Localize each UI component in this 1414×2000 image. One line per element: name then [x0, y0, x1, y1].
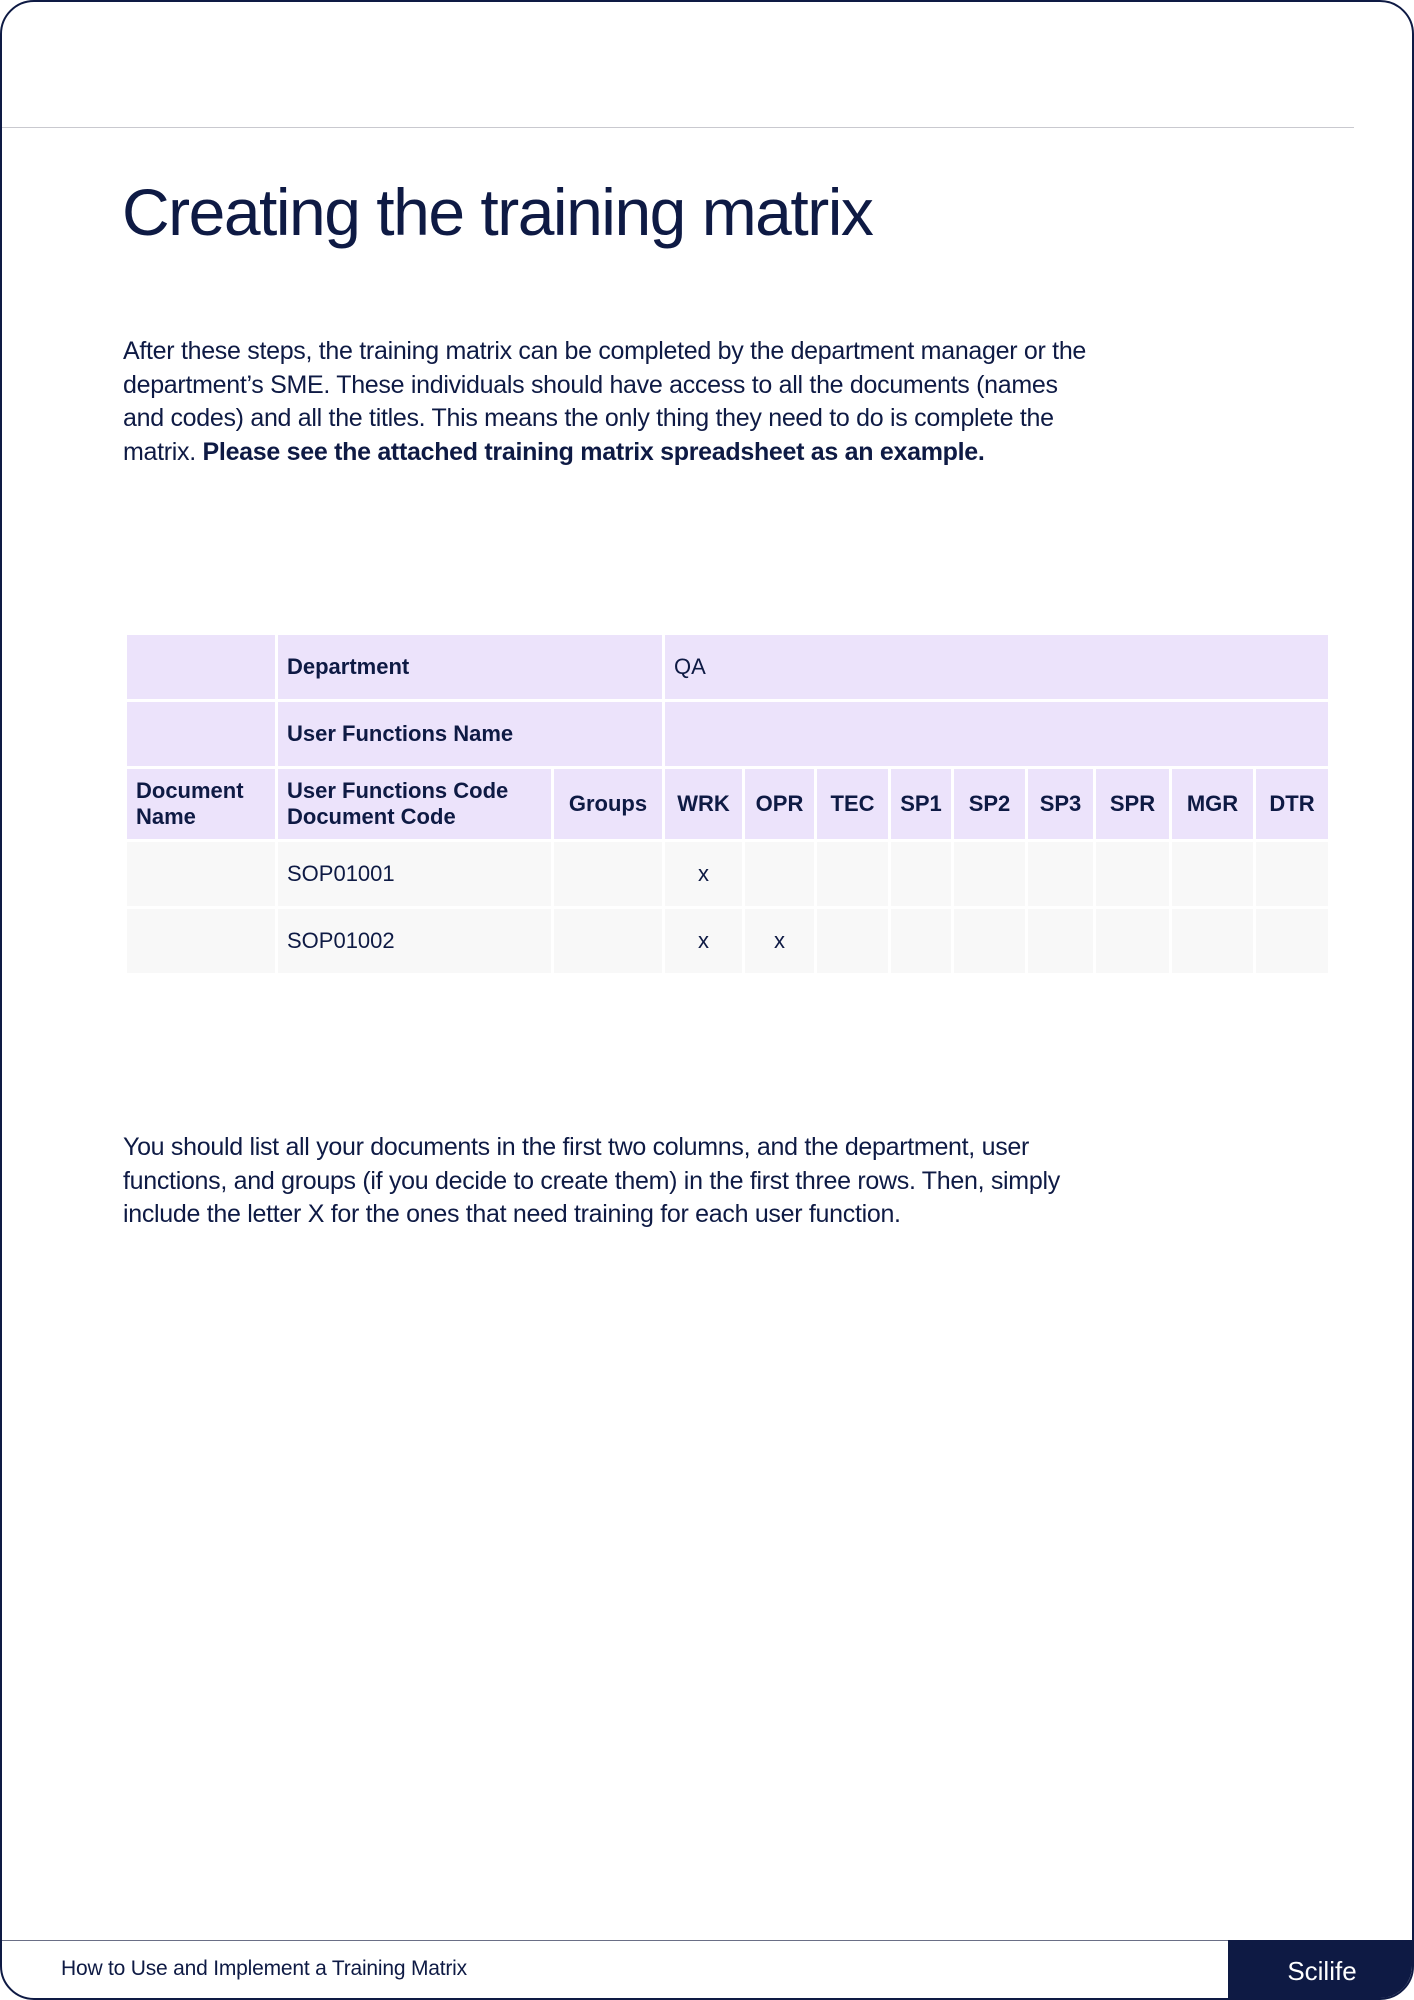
document-name-header: Document Name — [127, 769, 275, 839]
brand-logo — [1228, 1940, 1414, 2000]
training-mark-cell — [1028, 842, 1093, 906]
training-mark-cell — [954, 842, 1025, 906]
training-matrix-table — [124, 632, 1331, 976]
training-mark-cell: x — [665, 909, 742, 973]
code-header — [278, 769, 551, 839]
function-header: SP2 — [954, 769, 1025, 839]
footer-divider — [2, 1940, 1228, 1941]
training-mark-cell — [1028, 909, 1093, 973]
function-header: MGR — [1172, 769, 1253, 839]
document-code-cell: SOP01001 — [278, 842, 551, 906]
empty-header-cell — [127, 635, 275, 699]
training-mark-cell: x — [745, 909, 814, 973]
document-code-cell: SOP01002 — [278, 909, 551, 973]
user-functions-code-label: User Functions Code — [287, 778, 509, 803]
function-header: DTR — [1256, 769, 1328, 839]
training-mark-cell — [1096, 842, 1169, 906]
intro-paragraph — [123, 335, 1103, 469]
training-mark-cell — [891, 842, 951, 906]
function-header: WRK — [665, 769, 742, 839]
column-header-row — [127, 769, 1328, 839]
user-functions-name-value — [665, 702, 1328, 766]
table-row — [127, 909, 1328, 973]
department-value: QA — [665, 635, 1328, 699]
training-mark-cell — [1256, 909, 1328, 973]
groups-header: Groups — [554, 769, 662, 839]
document-code-label: Document Code — [287, 804, 456, 829]
training-mark-cell — [817, 909, 888, 973]
function-header: TEC — [817, 769, 888, 839]
document-name-cell — [127, 842, 275, 906]
function-header: SPR — [1096, 769, 1169, 839]
intro-bold-text: Please see the attached training matrix spreadsheet as an example. — [202, 437, 985, 466]
page-title: Creating the training matrix — [122, 175, 873, 249]
training-mark-cell — [891, 909, 951, 973]
training-mark-cell — [817, 842, 888, 906]
training-mark-cell — [1172, 909, 1253, 973]
training-mark-cell — [954, 909, 1025, 973]
brand-name: Scilife — [1287, 1955, 1357, 1986]
department-row — [127, 635, 1328, 699]
table-row — [127, 842, 1328, 906]
outro-paragraph: You should list all your documents in the first two columns, and the department, user functions, and groups (if you decide to create them) in the first three rows. Then, simply include the letter X for the ones that need training for each user function. — [123, 1133, 1060, 1228]
groups-cell — [554, 909, 662, 973]
empty-header-cell — [127, 702, 275, 766]
training-mark-cell — [1096, 909, 1169, 973]
training-mark-cell: x — [665, 842, 742, 906]
document-name-cell — [127, 909, 275, 973]
training-mark-cell — [1172, 842, 1253, 906]
header-divider — [2, 127, 1354, 128]
training-mark-cell — [1256, 842, 1328, 906]
function-header: OPR — [745, 769, 814, 839]
user-functions-name-row — [127, 702, 1328, 766]
user-functions-name-label: User Functions Name — [278, 702, 662, 766]
intro-text: After these steps, the training matrix can be completed by the department manager or the department’s SME. These individuals should have access to all the documents (names and codes) and all the titles. This means the only thing they need to do is complete the matrix. — [123, 337, 1087, 466]
department-label: Department — [278, 635, 662, 699]
training-mark-cell — [745, 842, 814, 906]
function-header: SP1 — [891, 769, 951, 839]
groups-cell — [554, 842, 662, 906]
footer-doc-title: How to Use and Implement a Training Matrix — [61, 1957, 467, 1980]
function-header: SP3 — [1028, 769, 1093, 839]
